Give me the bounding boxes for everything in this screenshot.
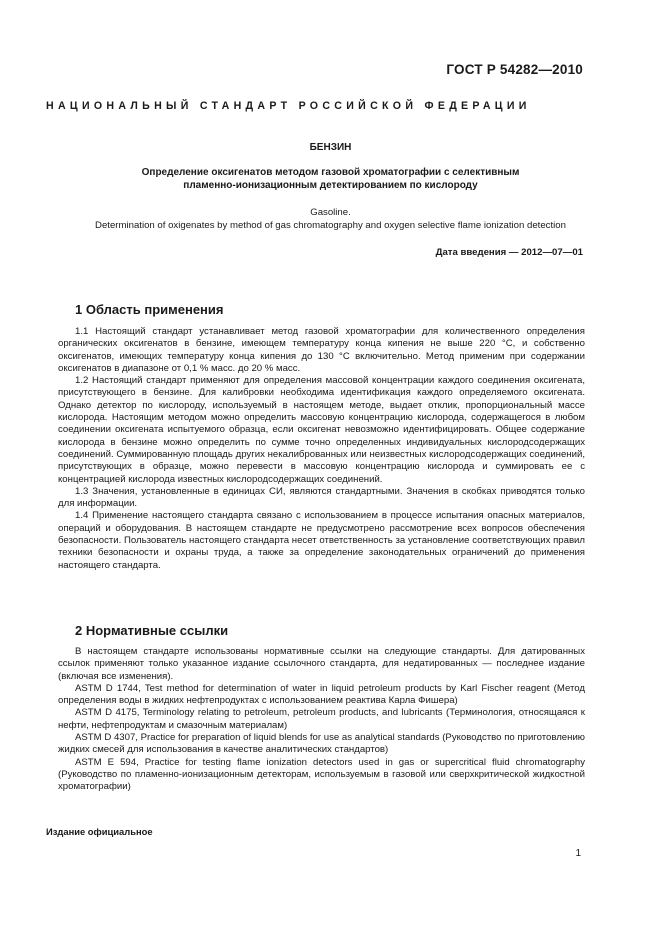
english-title-line-2: Determination of oxigenates by method of gas chromatography and oxygen selective flame ionization detection xyxy=(95,220,566,231)
paragraph-1-1: 1.1 Настоящий стандарт устанавливает метод газовой хроматографии для количественного определения органических оксигенатов в бензине, имеющем температуру конца кипения не выше 220 °С, и собственно оксигенатов, имеющих температуру конца кипения до 130 °С включительно. Метод применим при содержании оксигенатов в диапазоне от 0,1 % масс. до 20 % масс. xyxy=(58,326,585,374)
subtitle-line-2: пламенно-ионизационным детектированием по кислороду xyxy=(183,180,478,191)
section-1-heading: 1 Область применения xyxy=(75,302,224,317)
section-2-heading: 2 Нормативные ссылки xyxy=(75,623,229,638)
paragraph-2-intro: В настоящем стандарте использованы нормативные ссылки на следующие стандарты. Для датированных ссылок применяют только указанное издание ссылочного стандарта, для недатированных — последнее издание (включая все изменения). xyxy=(58,646,585,682)
paragraph-1-4: 1.4 Применение настоящего стандарта связано с использованием в процессе испытания опасных материалов, операций и оборудования. В настоящем стандарте не предусмотрено рассмотрение всех вопросов обеспечения безопасности. Пользователь настоящего стандарта несет ответственность за установление соответствующих правил техники безопасности и охраны труда, а также за определение законодательных ограничений до применения настоящего стандарта. xyxy=(58,510,585,571)
document-title: БЕНЗИН xyxy=(309,142,352,153)
english-title-line-1: Gasoline. xyxy=(310,207,351,218)
page-number: 1 xyxy=(575,848,581,859)
reference-astm-d4175: ASTM D 4175, Terminology relating to petroleum, petroleum products, and lubricants (Терминология, относящаяся к нефти, нефтепродуктам и смазочным материалам) xyxy=(58,707,585,731)
reference-astm-d1744: ASTM D 1744, Test method for determination of water in liquid petroleum products by Karl Fischer reagent (Метод определения воды в жидких нефтепродуктах с использованием реактива Карла Фишера) xyxy=(58,682,585,707)
section-1-body xyxy=(58,326,585,572)
section-2-body xyxy=(58,646,585,794)
reference-astm-e594: ASTM E 594, Practice for testing flame ionization detectors used in gas or supercritical fluid chromatography (Руководство по пламенно-ионизационным детекторам, используемым в газовой или сверхкритической жидкостной хроматографии) xyxy=(58,756,585,793)
paragraph-1-2: 1.2 Настоящий стандарт применяют для определения массовой концентрации каждого соединения оксигената, присутствующего в бензине. Для калибровки необходима идентификация каждого определяемого оксигената. Однако детектор по кислороду, используемый в настоящем методе, выдает отклик, пропорциональный массе кислорода. Настоящим методом можно определить массовую концентрацию кислорода, содержащегося в любом соединении оксигената испытуемого образца, если оксигенат невозможно идентифицировать. Общее содержание кислорода в бензине можно определить по сумме точно определенных индивидуальных кислородсодержащих соединений. Суммированную площадь других некалиброванных или неизвестных кислородсодержащих соединений, присутствующих в образце, можно перевести в массовую концентрацию кислорода и суммировать ее с концентрацией кислорода известных кислородсодержащих соединений. xyxy=(58,375,585,485)
introduction-date: Дата введения — 2012—07—01 xyxy=(435,247,583,258)
official-edition-label: Издание официальное xyxy=(46,826,153,837)
document-subtitle xyxy=(90,166,571,192)
national-standard-banner: НАЦИОНАЛЬНЫЙ СТАНДАРТ РОССИЙСКОЙ ФЕДЕРАЦИИ xyxy=(46,100,531,112)
subtitle-line-1: Определение оксигенатов методом газовой хроматографии с селективным xyxy=(141,167,520,178)
paragraph-1-3: 1.3 Значения, установленные в единицах СИ, являются стандартными. Значения в скобках приводятся только для информации. xyxy=(58,485,585,510)
english-title xyxy=(40,206,621,232)
standard-number: ГОСТ Р 54282—2010 xyxy=(446,62,583,77)
reference-astm-d4307: ASTM D 4307, Practice for preparation of liquid blends for use as analytical standards (Руководство по приготовлению жидких смесей для использования в качестве аналитических стандартов) xyxy=(58,732,585,756)
